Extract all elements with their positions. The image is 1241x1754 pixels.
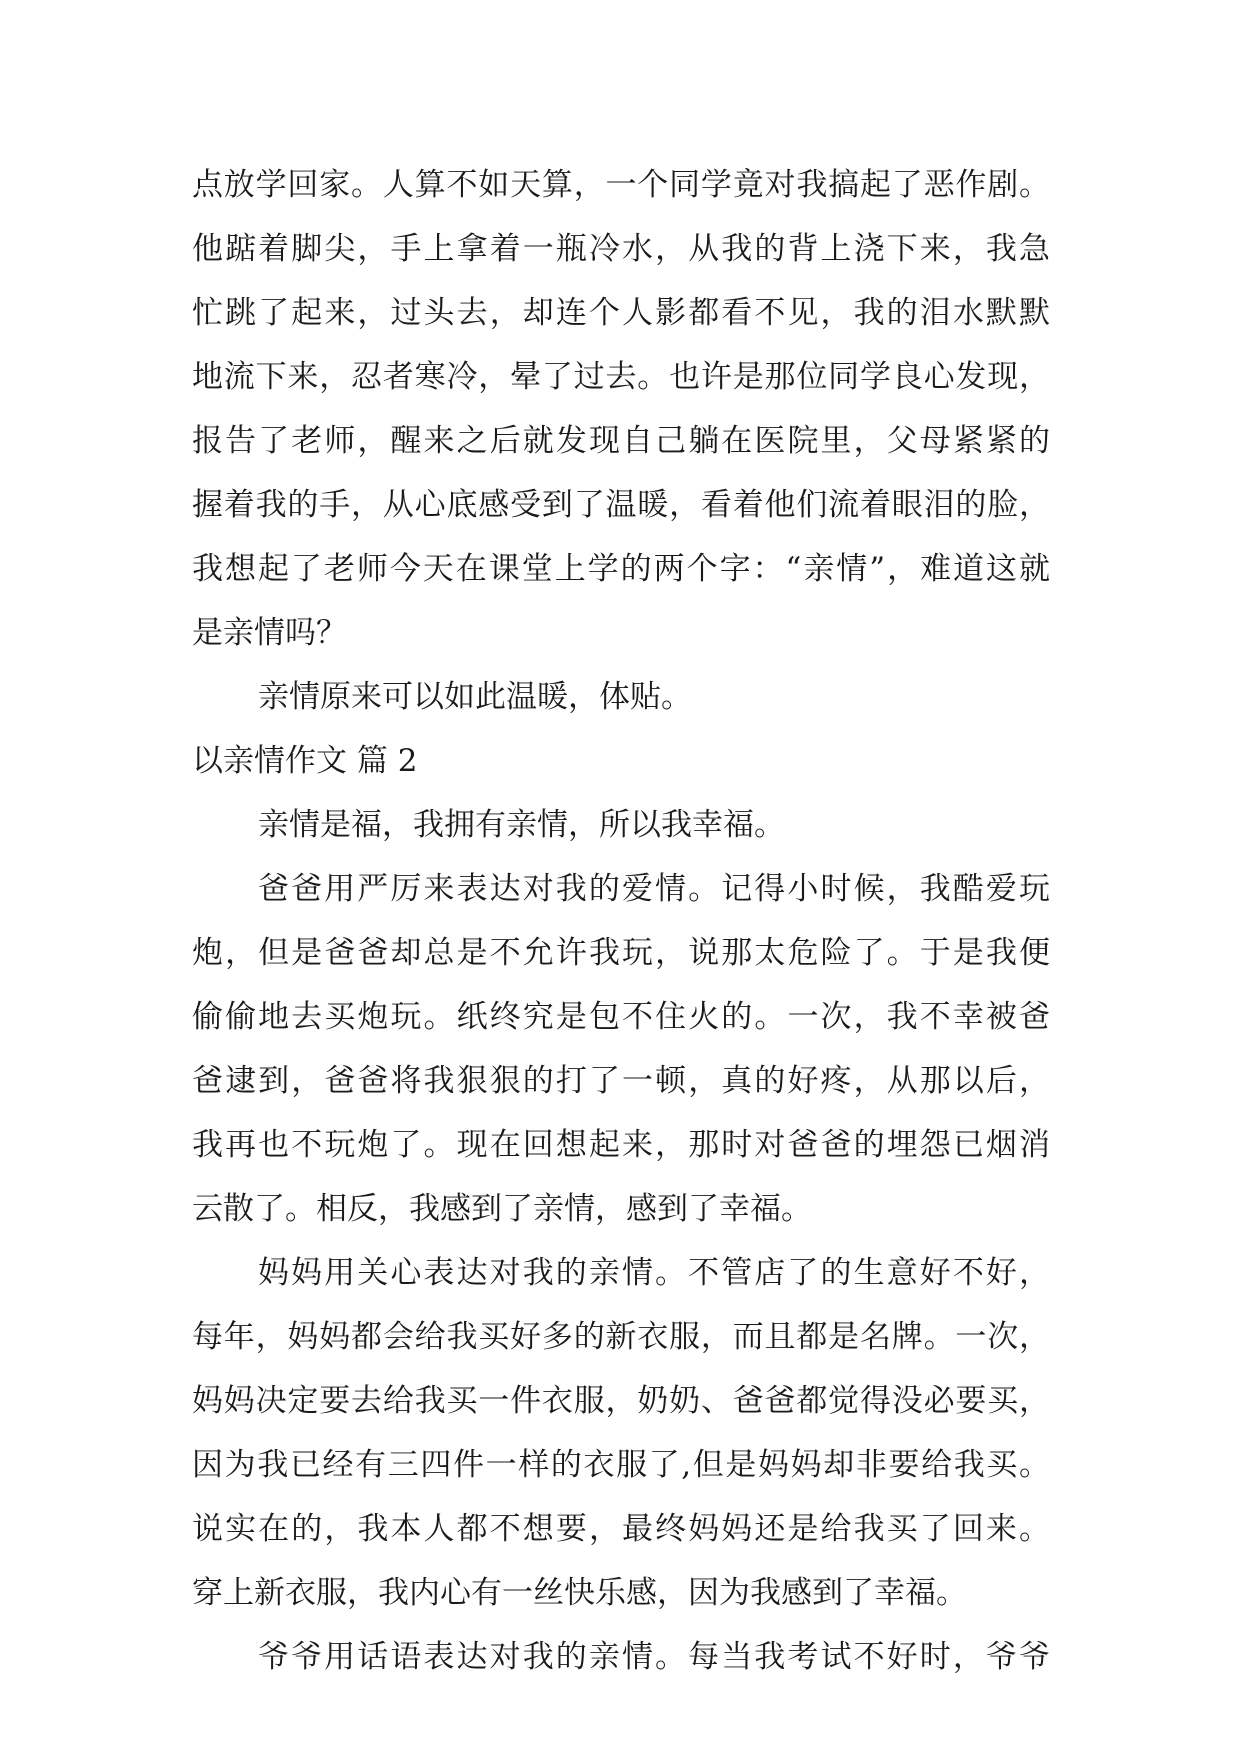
text-line: 亲情原来可以如此温暖，体贴。 [258,679,692,715]
section-heading: 以亲情作文 篇 2 [192,743,418,779]
text-line: 因为我已经有三四件一样的衣服了,但是妈妈却非要给我买。 [192,1447,1050,1483]
text-line: 妈妈用关心表达对我的亲情。不管店了的生意好不好， [258,1255,1050,1291]
text-line: 地流下来，忍者寒冷，晕了过去。也许是那位同学良心发现， [192,359,1050,395]
text-line: 妈妈决定要去给我买一件衣服，奶奶、爸爸都觉得没必要买， [192,1383,1050,1419]
text-line: 他踮着脚尖，手上拿着一瓶冷水，从我的背上浇下来，我急 [192,231,1050,267]
text-line: 云散了。相反，我感到了亲情，感到了幸福。 [192,1191,812,1227]
text-line: 每年，妈妈都会给我买好多的新衣服，而且都是名牌。一次， [192,1319,1050,1355]
text-line: 炮，但是爸爸却总是不允许我玩，说那太危险了。于是我便 [192,935,1050,971]
text-line: 我想起了老师今天在课堂上学的两个字：“亲情”，难道这就 [192,551,1050,587]
text-line: 报告了老师，醒来之后就发现自己躺在医院里，父母紧紧的 [192,423,1050,459]
text-line: 穿上新衣服，我内心有一丝快乐感，因为我感到了幸福。 [192,1575,967,1611]
text-line: 点放学回家。人算不如天算，一个同学竟对我搞起了恶作剧。 [192,167,1050,203]
text-line: 爸爸用严厉来表达对我的爱情。记得小时候，我酷爱玩 [258,871,1050,907]
text-line: 我再也不玩炮了。现在回想起来，那时对爸爸的埋怨已烟消 [192,1127,1050,1163]
text-line: 握着我的手，从心底感受到了温暖，看着他们流着眼泪的脸， [192,487,1050,523]
text-line: 亲情是福，我拥有亲情，所以我幸福。 [258,807,785,843]
text-line: 说实在的，我本人都不想要，最终妈妈还是给我买了回来。 [192,1511,1050,1547]
text-line: 爸逮到，爸爸将我狠狠的打了一顿，真的好疼，从那以后， [192,1063,1050,1099]
text-line: 爷爷用话语表达对我的亲情。每当我考试不好时，爷爷 [258,1639,1050,1675]
text-line: 忙跳了起来，过头去，却连个人影都看不见，我的泪水默默 [192,295,1050,331]
text-line: 偷偷地去买炮玩。纸终究是包不住火的。一次，我不幸被爸 [192,999,1050,1035]
text-line: 是亲情吗？ [192,615,347,651]
